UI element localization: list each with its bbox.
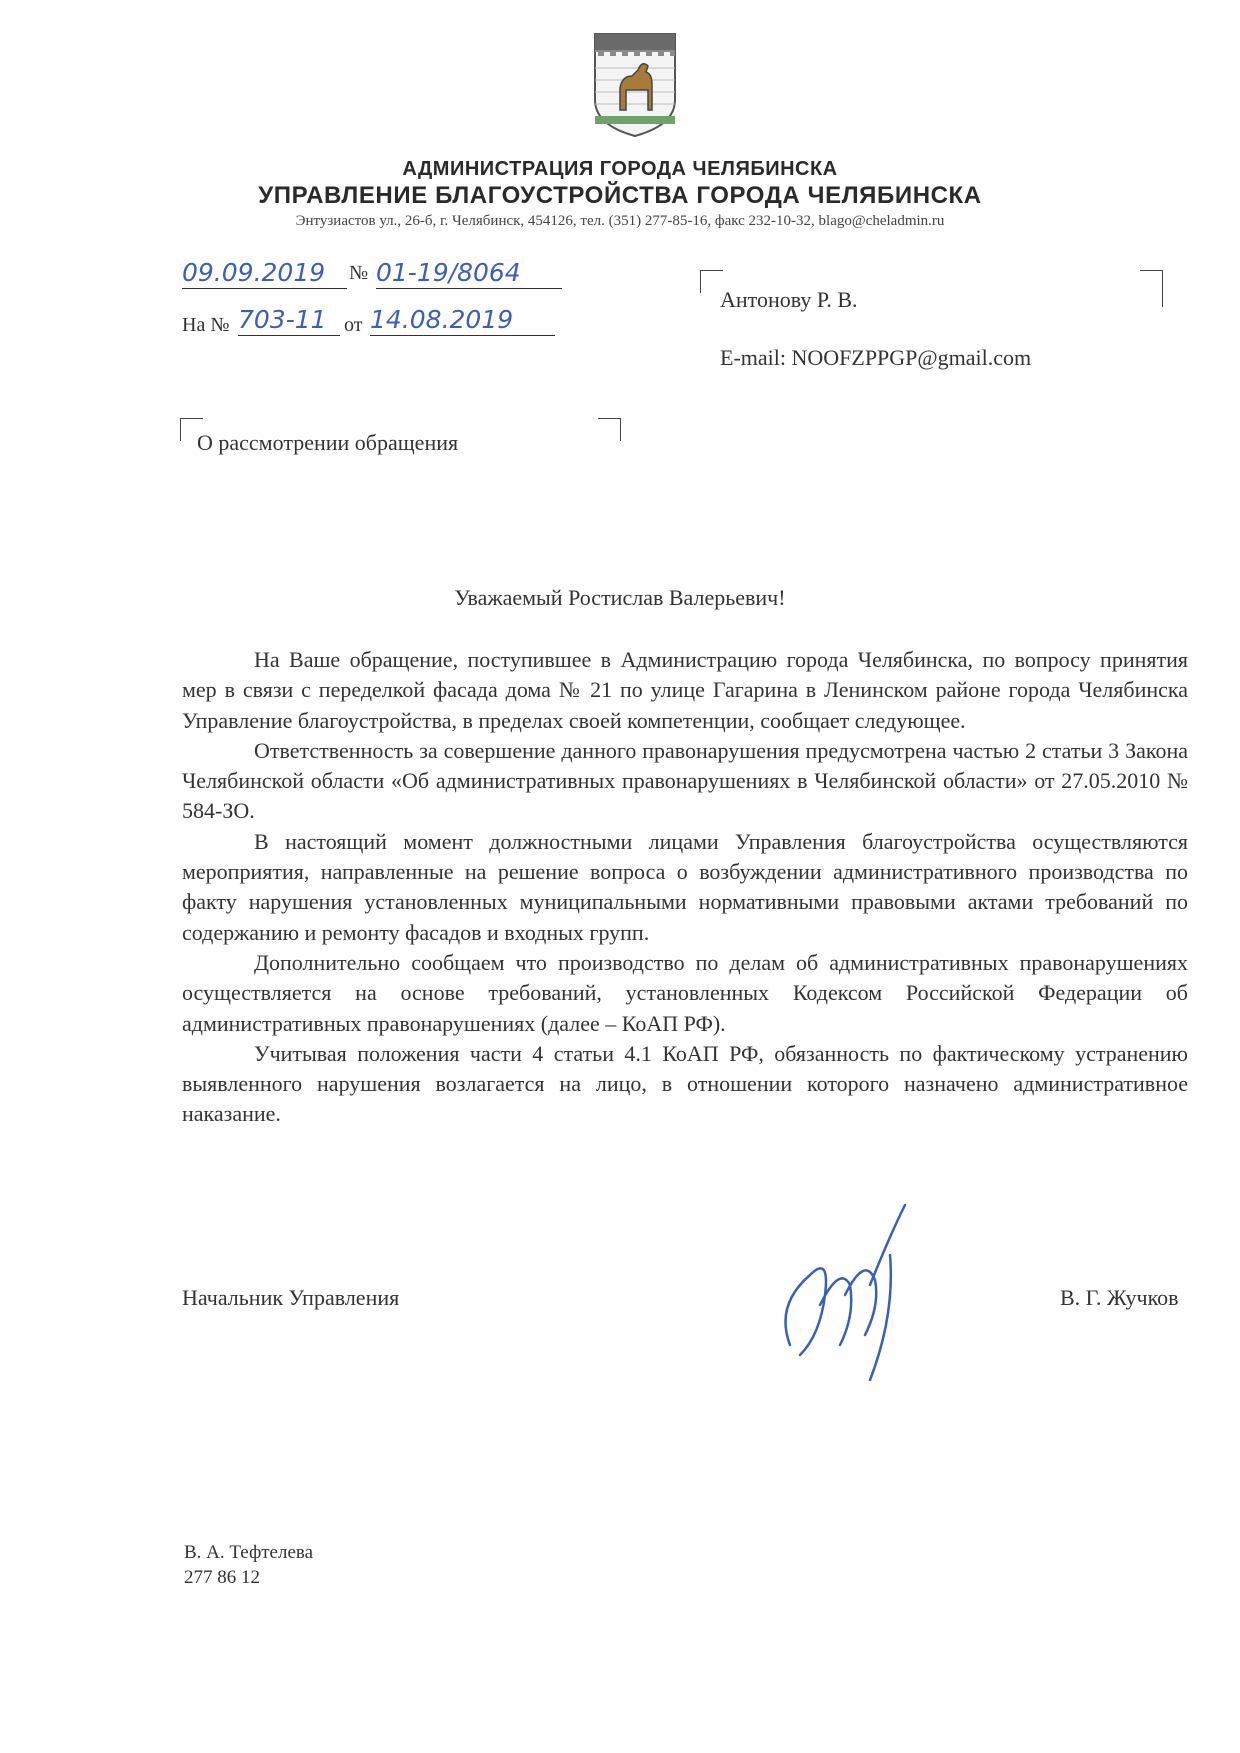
- greeting: Уважаемый Ростислав Валерьевич!: [454, 585, 786, 610]
- recipient-email: E-mail: NOOFZPPGP@gmail.com: [720, 345, 1032, 370]
- letter-body: [182, 645, 1188, 1130]
- subject-corner-right: [598, 418, 621, 441]
- signatory-position: Начальник Управления: [182, 1285, 400, 1310]
- paragraph: Ответственность за совершение данного правонарушения предусмотрена частью 2 статьи 3 Закона Челябинской области «Об административных правонарушениях в Челябинской области» от 27.05.2010 № 584-ЗО.: [182, 737, 1188, 824]
- organization-name: АДМИНИСТРАЦИЯ ГОРОДА ЧЕЛЯБИНСКА: [402, 158, 838, 180]
- department-name: УПРАВЛЕНИЕ БЛАГОУСТРОЙСТВА ГОРОДА ЧЕЛЯБИНСКА: [258, 182, 982, 209]
- executor-block: [184, 1540, 313, 1590]
- signatory-name: В. Г. Жучков: [1060, 1285, 1179, 1310]
- reply-date: 14.08.2019: [370, 305, 514, 334]
- reply-date-field: [370, 305, 555, 336]
- reply-prefix: На №: [182, 314, 230, 336]
- executor-phone: 277 86 12: [184, 1567, 260, 1588]
- executor-name: В. А. Тефтелева: [184, 1542, 314, 1563]
- recipient-corner-right: [1140, 270, 1163, 307]
- recipient-name: Антонову Р. В.: [720, 287, 858, 312]
- reply-number-field: [238, 305, 340, 336]
- paragraph: Дополнительно сообщаем что производство по делам об административных правонарушениях осуществляется на основе требований, установленных Кодексом Российской Федерации об административных правонарушениях (далее – КоАП РФ).: [182, 949, 1188, 1036]
- registration-date: 09.09.2019: [182, 258, 326, 287]
- registration-date-field: [182, 258, 347, 289]
- subject-line: О рассмотрении обращения: [197, 430, 459, 455]
- reply-number: 703-11: [238, 305, 327, 334]
- city-coat-of-arms-icon: [590, 30, 680, 140]
- number-sign: №: [349, 262, 369, 284]
- paragraph: В настоящий момент должностными лицами Управления благоустройства осуществляются мероприятия, направленные на решение вопроса о возбуждении административного производства по факту нарушения установленных муниципальными нормативными правовыми актами требований по содержанию и ремонту фасадов и входных групп.: [182, 828, 1188, 945]
- from-label: от: [344, 314, 363, 336]
- department-address: Энтузиастов ул., 26-б, г. Челябинск, 454126, тел. (351) 277-85-16, факс 232-10-32, blago@cheladmin.ru: [295, 213, 945, 229]
- registration-number: 01-19/8064: [376, 258, 521, 287]
- handwritten-signature: [770, 1195, 950, 1385]
- registration-number-field: [376, 258, 562, 289]
- paragraph: На Ваше обращение, поступившее в Администрацию города Челябинска, по вопросу принятия мер в связи с переделкой фасада дома № 21 по улице Гагарина в Ленинском районе города Челябинска Управление благоустройства, в пределах своей компетенции, сообщает следующее.: [182, 647, 1188, 733]
- paragraph: Учитывая положения части 4 статьи 4.1 КоАП РФ, обязанность по фактическому устранению выявленного нарушения возлагается на лицо, в отношении которого назначено административное наказание.: [182, 1040, 1188, 1127]
